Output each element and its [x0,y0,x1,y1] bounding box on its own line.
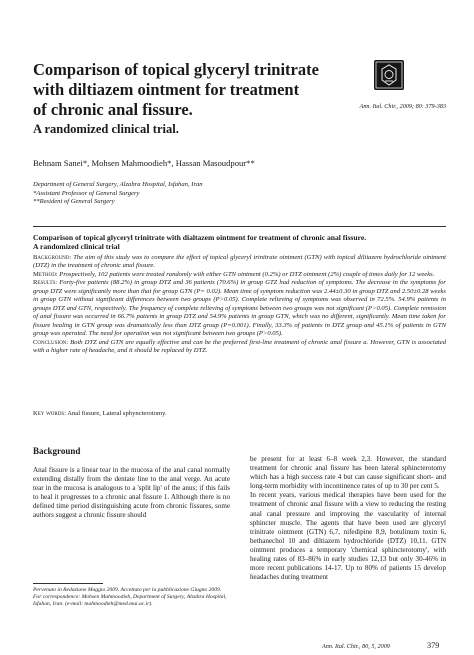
divider [33,226,446,227]
abstract-label: Results: [33,279,58,287]
abstract-text: Prospectively, 102 patients were treated randomly with either GTN ointment (0.2%) or DTZ ointment (2%) couple of times daily for 12 weeks. [57,270,435,278]
journal-logo-icon [374,60,404,90]
abstract-background [33,254,446,271]
section-heading: Background [33,446,81,456]
footnote-divider [33,583,103,584]
abstract [33,254,446,355]
author-list: Behnam Sanei*, Mohsen Mahmoodieh*, Hassan Masoudpour** [33,158,255,168]
body-paragraph: be present for at least 6–8 week 2,3. However, the standard treatment for chronic anal fissure has been lateral sphincterotomy which has a high success rate 4 but can cause significant short- and long-term morbidity with incontinence rates of up to 30 per cent 5. [250,455,446,491]
keywords-text: Anal fissure, Lateral sphyncterotomy. [65,410,167,417]
article-title [33,60,333,120]
affiliation-line: Department of General Surgery, Alzahra Hospital, Isfahan, Iran [33,181,203,188]
journal-reference: Ann. Ital. Chir., 2009; 80: 379-383 [359,103,446,110]
abstract-label: Background: [33,254,72,261]
abstract-text: The aim of this study was to compare the effect of topical glyceryl trinitrate ointment (GTN) with topical diltiazem hydrochloride ointment (DTZ) in the treatment of chronic anal fissure. [33,254,446,270]
body-column-right [250,455,446,582]
affiliation-line: *Assistant Professor of General Surgery [33,189,140,197]
abstract-text: Both DTZ and GTN are equally effective and can be the preferred first-line treatment of chronic anal fissure a. However, GTN is associated with a higher rate of headache, and it should be replaced by DTZ. [33,338,446,354]
article-subtitle: A randomized clinical trial. [33,122,179,136]
abstract-text: Forty-five patients (88.2%) in group DTZ and 36 patients (70.6%) in group GTZ had reduction of symptoms. The decrease in the symptoms for group DTZ were significantly more than that for group GTN (P= 0.02). Mean time of symptom reduction was 2.44±0.30 in group DTZ and 2.50±0.28 weeks in group GTN without significant differences between two groups (P>0.05). Complete relieving of symptoms was observed in 72.5%. 54.9% patients in groups DTZ and GTN, respectively. The frequency of complete relieving of symptoms between two groups was not significant (P>0.05). Complete remission of anal fissure was occurred in 66.7% patients in group DTZ and 54.9% patients in group GTN, which was no different, significantly. Mean time taken for fissure healing in GTN group was dramatically less than DTZ group (P=0.001). Finally, 33.3% of patients in DTZ group and 45.1% of patients in GTN group was operated. The need for operation was not significant between two groups (P>0.05). [33,279,446,338]
abstract-title-line: Comparison of topical glyceryl trinitrate with dialtazem ointment for treatment of chronic anal fissure. [33,233,367,242]
footnote: Pervenuto in Redazione Maggio 2009. Accettato per la pubblicazione Giugno 2009. [33,587,222,593]
title-line-1: Comparison of topical glyceryl trinitrate [33,60,319,79]
abstract-title-line: A randomized clinical trial [33,242,120,252]
footnote: For correspondence: Mohsen Mahmoodieh, Department of Surgery, Alzahra Hospital, Isfahan, Iran. (e-mail: mahmoodieh@med.mui.ac.ir). [33,594,227,608]
affiliation-line: **Resident of General Surgery [33,198,115,206]
footnotes [33,587,230,609]
abstract-label: Method: [33,270,58,278]
page-number: 379 [427,641,440,650]
abstract-conclusion [33,339,446,356]
body-column-left [33,466,230,521]
title-line-2: with diltiazem ointment for treatment [33,80,300,99]
body-paragraph: In recent years, various medical therapies have been used for the treatment of chronic anal fissure with a view to reducing the resting anal canal pressure and improving the vascularity of internal sphincter muscle. The agents that have been used are glyceryl trinitrate ointment (GTN) 6,7, nifedipine 8,9, botulinum toxin 6, bethanechol 10 and diltiazem hydrochloride (DTZ) 10,11. GTN ointment produces a temporary 'chemical sphincterotomy', with healing rates of 83–86% in early studies 12,13 but only 30-46% in more recent publications 14-17. Up to 80% of patients 15 develop headaches during treatment [250,491,446,582]
keywords [33,410,167,417]
keywords-label: Key words: [33,410,66,417]
body-paragraph: Anal fissure is a linear tear in the mucosa of the anal canal normally extending distally from the dentate line to the anal verge. An acute tear in the mucosa is analogous to a 'split lip' of the anus; if this fails to heal it progresses to a chronic anal fissure 1. Although there is no defined time period distinguishing acute from chronic fissures, some authors suggest a chronic fissure should [33,466,230,520]
abstract-label: Conclusion: [33,338,69,346]
affiliations [33,181,203,207]
footer-journal-reference: Ann. Ital. Chir., 80, 5, 2009 [322,643,390,650]
title-line-3: of chronic anal fissure. [33,100,193,119]
abstract-title [33,233,446,251]
abstract-results [33,279,446,338]
abstract-method [33,271,446,279]
